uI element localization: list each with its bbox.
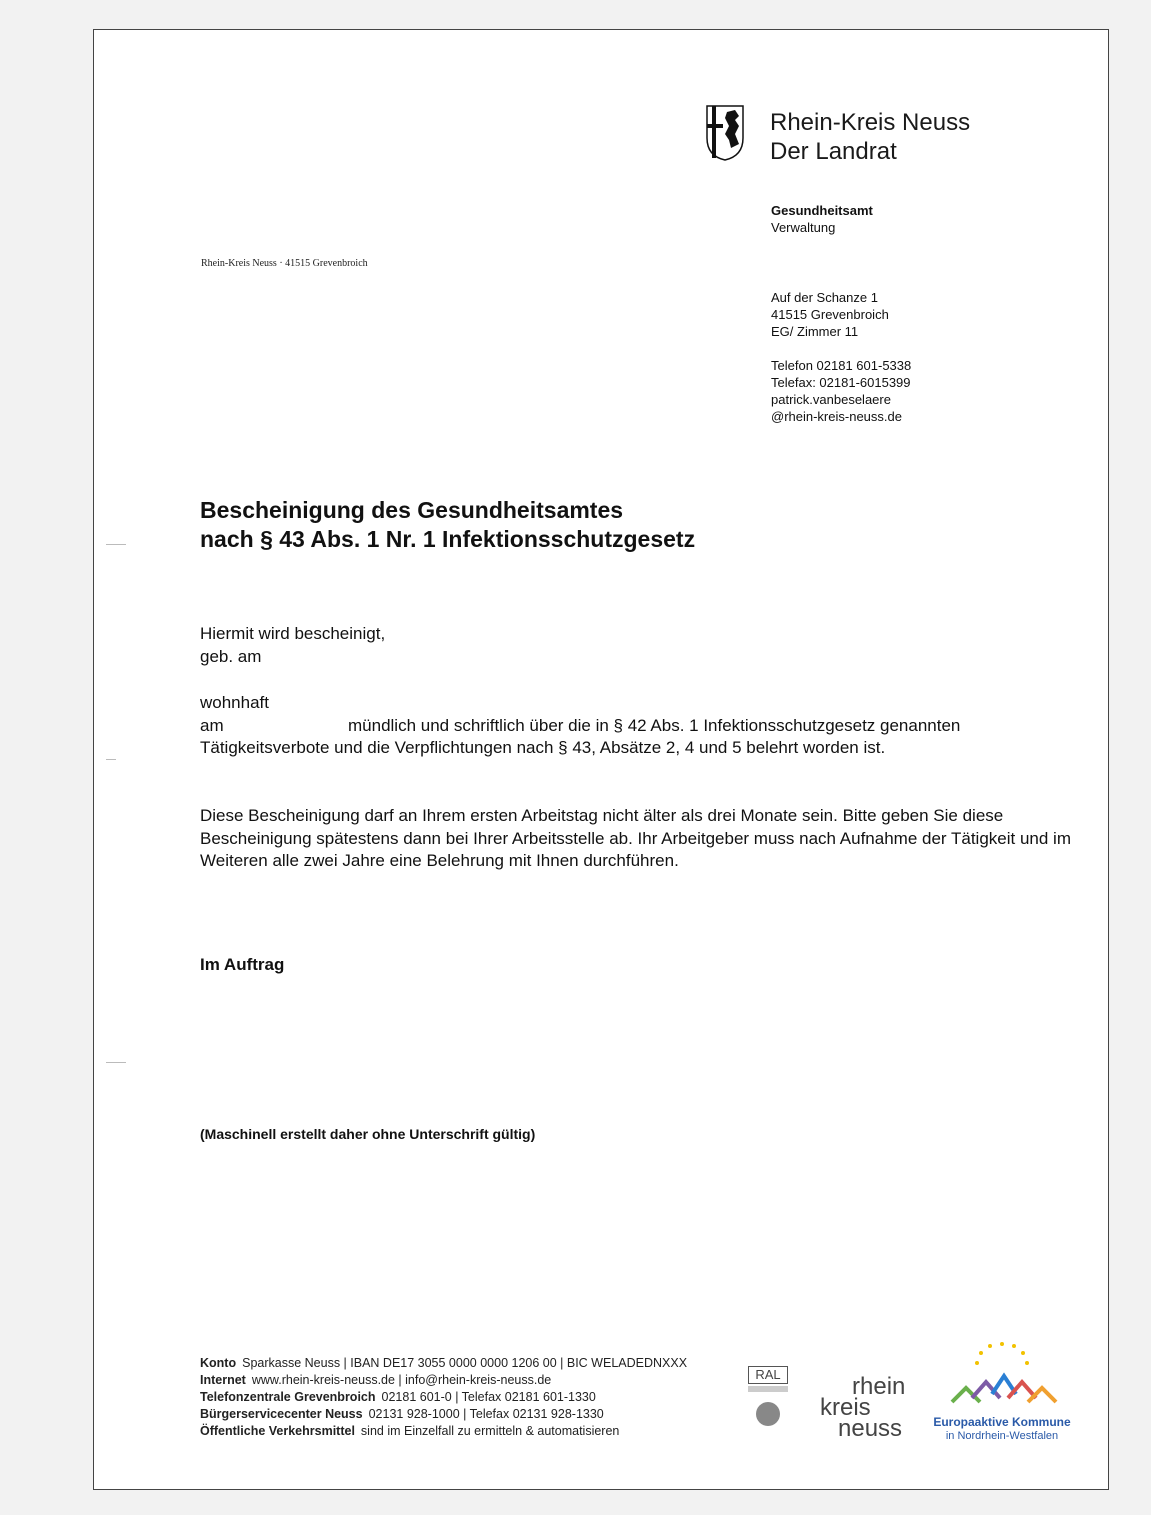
footer-bsc-value: 02131 928-1000 | Telefax 02131 928-1330 xyxy=(368,1407,604,1421)
signature-note: (Maschinell erstellt daher ohne Unterschrift gültig) xyxy=(200,1126,536,1142)
fold-mark xyxy=(106,1062,126,1063)
contact-city: 41515 Grevenbroich xyxy=(771,307,889,322)
department-unit: Verwaltung xyxy=(771,220,836,235)
p1-line-2: geb. am xyxy=(200,646,262,666)
sender-line: Rhein-Kreis Neuss · 41515 Grevenbroich xyxy=(201,258,368,269)
footer-info xyxy=(200,1355,687,1440)
footer-tel-label: Telefonzentrale Grevenbroich xyxy=(200,1390,376,1404)
department-name: Gesundheitsamt xyxy=(771,203,873,218)
ral-text: RAL xyxy=(748,1366,788,1384)
euro-line-1: Europaaktive Kommune xyxy=(933,1415,1071,1429)
footer-konto-label: Konto xyxy=(200,1356,237,1370)
footer-internet-value: www.rhein-kreis-neuss.de | info@rhein-kreis-neuss.de xyxy=(251,1373,552,1387)
p2-line-2 xyxy=(200,715,1080,760)
contact-room: EG/ Zimmer 11 xyxy=(771,324,859,339)
im-auftrag: Im Auftrag xyxy=(200,955,285,974)
org-line-2: Der Landrat xyxy=(770,138,897,165)
footer-konto xyxy=(200,1355,687,1372)
footer-tel xyxy=(200,1389,687,1406)
euro-line-2: in Nordrhein-Westfalen xyxy=(945,1430,1059,1442)
contact-phone: Telefon 02181 601-5338 xyxy=(771,358,912,373)
ral-logo xyxy=(748,1366,788,1446)
contact-email-1: patrick.vanbeselaere xyxy=(771,392,891,407)
paragraph-residence xyxy=(200,692,1080,760)
contact-fax: Telefax: 02181-6015399 xyxy=(771,375,911,390)
footer-internet xyxy=(200,1372,687,1389)
contact-email-2: @rhein-kreis-neuss.de xyxy=(771,409,902,424)
fold-mark xyxy=(106,544,126,545)
footer-oev-value: sind im Einzelfall zu ermitteln & automatisieren xyxy=(360,1424,620,1438)
department-block xyxy=(771,202,873,236)
rkn-line-2: kreis xyxy=(820,1394,871,1421)
footer-konto-value: Sparkasse Neuss | IBAN DE17 3055 0000 0000 1206 00 | BIC WELADEDNXXX xyxy=(242,1356,688,1370)
org-line-1: Rhein-Kreis Neuss xyxy=(770,109,971,136)
organization-name xyxy=(770,108,970,166)
footer-tel-value: 02181 601-0 | Telefax 02181 601-1330 xyxy=(381,1390,596,1404)
contact-street: Auf der Schanze 1 xyxy=(771,290,878,305)
europaaktive-kommune-logo xyxy=(932,1338,1072,1444)
paragraph-validity: Diese Bescheinigung darf an Ihrem ersten Arbeitstag nicht älter als drei Monate sein. Bitte geben Sie diese Bescheinigung spätestens dann bei Ihrer Arbeitsstelle ab. Ihr Arbeitgeber muss nach Aufnahme der Tätigkeit und im Weiteren alle zwei Jahre eine Belehrung mit Ihnen durchführen. xyxy=(200,806,1071,870)
europe-stars-houses-icon xyxy=(932,1338,1072,1414)
document-page xyxy=(93,29,1109,1490)
footer-oev-label: Öffentliche Verkehrsmittel xyxy=(200,1424,355,1438)
p2-rest: mündlich und schriftlich über die in § 42 Abs. 1 Infektionsschutzgesetz genannten Tätigkeitsverbote und die Verpflichtungen nach § 43, Absätze 2, 4 und 5 belehrt worden ist. xyxy=(200,715,961,757)
contact-block xyxy=(771,289,911,425)
p1-line-1: Hiermit wird bescheinigt, xyxy=(200,624,386,643)
p2-am: am xyxy=(200,715,224,735)
footer-bsc-label: Bürgerservicecenter Neuss xyxy=(200,1407,363,1421)
paragraph-certification xyxy=(200,623,385,668)
punch-mark xyxy=(106,759,116,760)
rkn-line-1: rhein xyxy=(852,1373,906,1400)
title-line-1: Bescheinigung des Gesundheitsamtes xyxy=(200,497,624,523)
footer-internet-label: Internet xyxy=(200,1373,246,1387)
footer-bsc xyxy=(200,1406,687,1423)
document-title xyxy=(200,496,695,554)
coat-of-arms-icon xyxy=(705,104,745,162)
rhein-kreis-neuss-logo xyxy=(820,1373,920,1446)
title-line-2: nach § 43 Abs. 1 Nr. 1 Infektionsschutzgesetz xyxy=(200,526,696,552)
p2-line-1: wohnhaft xyxy=(200,693,269,712)
footer-oev xyxy=(200,1423,687,1440)
rkn-line-3: neuss xyxy=(838,1415,903,1442)
